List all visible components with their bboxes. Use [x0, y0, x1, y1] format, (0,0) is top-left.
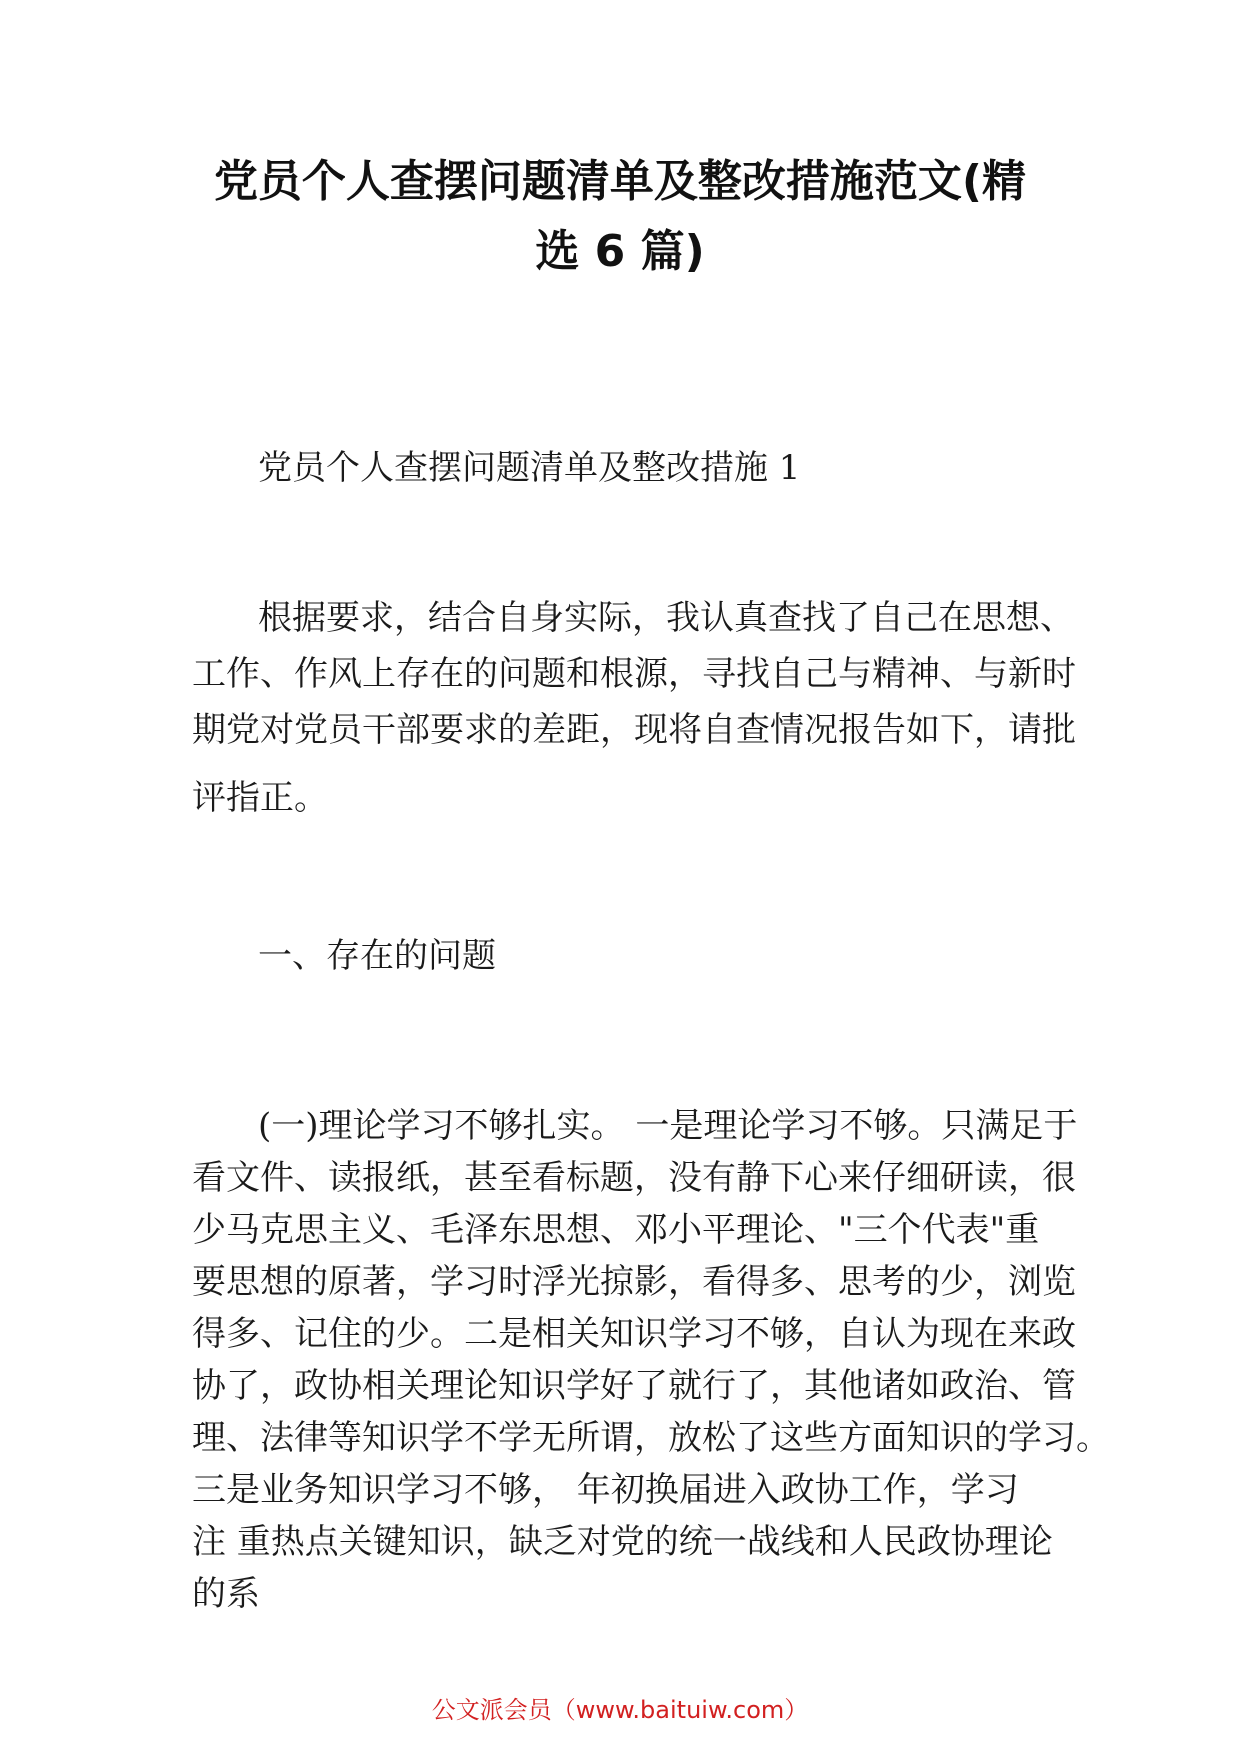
section-heading: 党员个人查摆问题清单及整改措施 1 — [258, 448, 801, 488]
body-line: 理、法律等知识学不学无所谓，放松了这些方面知识的学习。 — [192, 1418, 1110, 1458]
intro-line: 评指正。 — [192, 778, 328, 818]
intro-line: 工作、作风上存在的问题和根源，寻找自己与精神、与新时 — [192, 654, 1076, 694]
body-line: 的系 — [192, 1574, 260, 1614]
problems-heading: 一、存在的问题 — [258, 936, 496, 976]
body-line: 得多、记住的少。二是相关知识学习不够，自认为现在来政 — [192, 1314, 1076, 1354]
body-line: 要思想的原著，学习时浮光掠影，看得多、思考的少，浏览 — [192, 1262, 1076, 1302]
body-line: (一)理论学习不够扎实。 一是理论学习不够。只满足于 — [258, 1106, 1078, 1146]
body-line: 少马克思主义、毛泽东思想、邓小平理论、"三个代表"重 — [192, 1210, 1040, 1250]
body-line: 协了，政协相关理论知识学好了就行了，其他诸如政治、管 — [192, 1366, 1076, 1406]
body-line: 三是业务知识学习不够， 年初换届进入政协工作，学习 — [192, 1470, 1019, 1510]
body-line: 注 重热点关键知识，缺乏对党的统一战线和人民政协理论 — [192, 1522, 1053, 1562]
intro-line: 根据要求，结合自身实际，我认真查找了自己在思想、 — [258, 598, 1074, 638]
document-title-line-1: 党员个人查摆问题清单及整改措施范文(精 — [213, 156, 1027, 207]
body-line: 看文件、读报纸，甚至看标题，没有静下心来仔细研读，很 — [192, 1158, 1076, 1198]
document-title-line-2: 选 6 篇) — [535, 226, 705, 277]
intro-line: 期党对党员干部要求的差距，现将自查情况报告如下，请批 — [192, 710, 1076, 750]
footer-watermark: 公文派会员（www.baituiw.com） — [431, 1696, 809, 1724]
